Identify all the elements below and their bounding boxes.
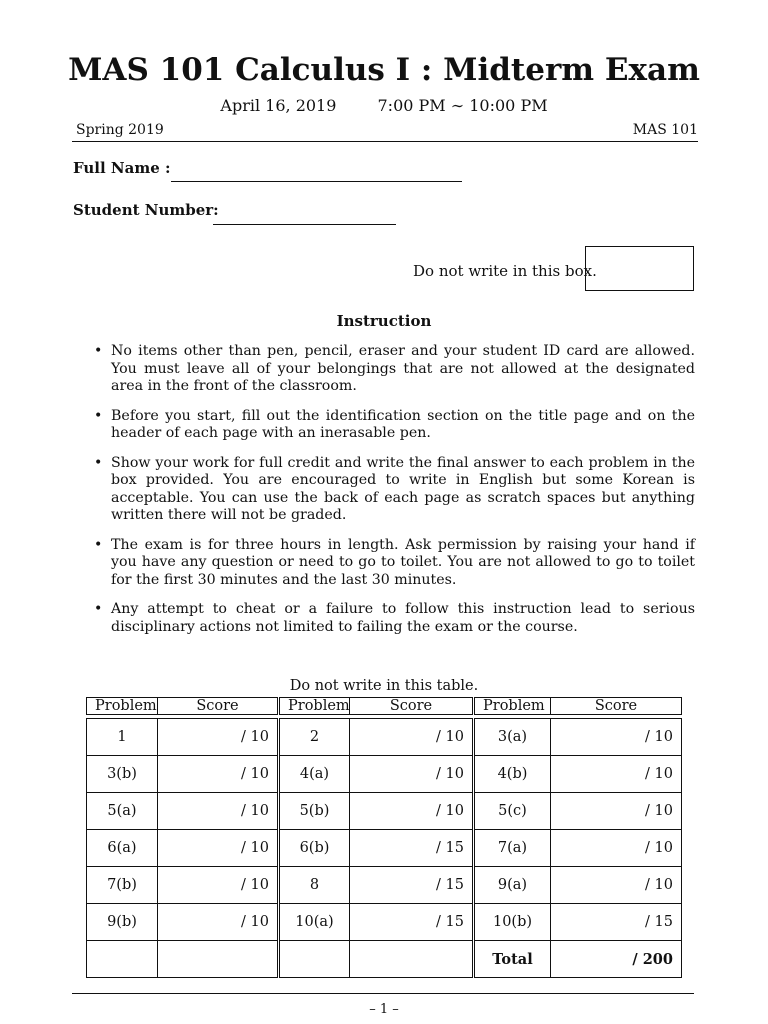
- instruction-text: The exam is for three hours in length. Ask permission by raising your hand if you have any question or need to go to toilet. You are not allowed to go to toilet for the first 30 minutes and the last 30 minutes.: [111, 536, 695, 588]
- problem-cell: 5(c): [474, 793, 551, 830]
- empty-cell: [158, 941, 279, 978]
- table-caption: Do not write in this table.: [289, 678, 479, 694]
- problem-cell: 4(b): [474, 756, 551, 793]
- score-cell: / 10: [551, 867, 682, 904]
- instruction-text: Any attempt to cheat or a failure to follow this instruction lead to serious disciplinary actions not limited to failing the exam or the course.: [111, 601, 695, 635]
- problem-cell: 8: [279, 867, 350, 904]
- instruction-list: [94, 343, 695, 648]
- problem-cell: 3(a): [474, 719, 551, 756]
- total-value: / 200: [551, 941, 682, 978]
- instruction-title: Instruction: [336, 312, 432, 330]
- problem-cell: 5(b): [279, 793, 350, 830]
- list-item: [94, 454, 695, 525]
- score-cell: / 10: [551, 756, 682, 793]
- empty-cell: [350, 941, 474, 978]
- table-row: [87, 904, 682, 941]
- score-cell: / 15: [350, 867, 474, 904]
- score-cell: / 10: [158, 756, 279, 793]
- score-cell: / 10: [551, 830, 682, 867]
- table-row: [87, 719, 682, 756]
- exam-date-time: [0, 96, 768, 115]
- list-item: [94, 601, 695, 636]
- full-name-label: Full Name :: [73, 159, 171, 177]
- score-cell: / 10: [158, 793, 279, 830]
- exam-time: 7:00 PM ∼ 10:00 PM: [377, 96, 548, 115]
- table-row: [87, 756, 682, 793]
- score-table: [86, 697, 682, 978]
- bullet-icon: •: [94, 601, 103, 617]
- problem-cell: 3(b): [87, 756, 158, 793]
- problem-cell: 5(a): [87, 793, 158, 830]
- score-cell: / 15: [350, 830, 474, 867]
- table-row: [87, 793, 682, 830]
- column-header: Problem: [87, 698, 158, 715]
- problem-cell: 7(b): [87, 867, 158, 904]
- full-name-line[interactable]: [171, 181, 462, 182]
- problem-cell: 6(a): [87, 830, 158, 867]
- column-header: Score: [551, 698, 682, 715]
- problem-cell: 2: [279, 719, 350, 756]
- total-label: Total: [474, 941, 551, 978]
- problem-cell: 6(b): [279, 830, 350, 867]
- grader-box: [585, 246, 694, 291]
- bullet-icon: •: [94, 407, 103, 424]
- score-cell: / 15: [350, 904, 474, 941]
- bullet-icon: •: [94, 454, 103, 471]
- problem-cell: 4(a): [279, 756, 350, 793]
- problem-cell: 1: [87, 719, 158, 756]
- header-term: Spring 2019: [76, 122, 164, 138]
- score-cell: / 10: [551, 719, 682, 756]
- score-cell: / 10: [158, 904, 279, 941]
- column-header: Problem: [474, 698, 551, 715]
- empty-cell: [279, 941, 350, 978]
- exam-title: MAS 101 Calculus I : Midterm Exam: [68, 52, 700, 88]
- bullet-icon: •: [94, 343, 103, 359]
- problem-cell: 10(a): [279, 904, 350, 941]
- total-row: [87, 941, 682, 978]
- exam-date: April 16, 2019: [220, 96, 337, 115]
- column-header: Score: [158, 698, 279, 715]
- score-cell: / 10: [158, 830, 279, 867]
- page-number: – 1 –: [369, 1002, 399, 1017]
- column-header: Problem: [279, 698, 350, 715]
- header-rule: [72, 141, 698, 142]
- score-cell: / 10: [350, 756, 474, 793]
- instruction-text: Before you start, fill out the identification section on the title page and on the header of each page with an inerasable pen.: [111, 407, 695, 441]
- score-cell: / 15: [551, 904, 682, 941]
- bullet-icon: •: [94, 536, 103, 553]
- score-cell: / 10: [350, 793, 474, 830]
- problem-cell: 10(b): [474, 904, 551, 941]
- table-header-row: [87, 698, 682, 715]
- column-header: Score: [350, 698, 474, 715]
- problem-cell: 7(a): [474, 830, 551, 867]
- score-cell: / 10: [158, 867, 279, 904]
- table-row: [87, 830, 682, 867]
- problem-cell: 9(b): [87, 904, 158, 941]
- empty-cell: [87, 941, 158, 978]
- score-cell: / 10: [350, 719, 474, 756]
- instruction-text: No items other than pen, pencil, eraser and your student ID card are allowed. You must leave all of your belongings that are not allowed at the designated area in the front of the classroom.: [111, 343, 695, 394]
- list-item: [94, 407, 695, 443]
- footer-rule: [72, 993, 694, 994]
- score-cell: / 10: [158, 719, 279, 756]
- table-row: [87, 867, 682, 904]
- problem-cell: 9(a): [474, 867, 551, 904]
- box-label: Do not write in this box.: [413, 262, 597, 280]
- header-course: MAS 101: [632, 122, 698, 138]
- list-item: [94, 536, 695, 590]
- student-number-line[interactable]: [213, 224, 396, 225]
- list-item: [94, 343, 695, 396]
- score-cell: / 10: [551, 793, 682, 830]
- instruction-text: Show your work for full credit and write the final answer to each problem in the box provided. You are encouraged to write in English but some Korean is acceptable. You can use the back of each page as scratch spaces but anything written there will not be graded.: [111, 454, 695, 523]
- student-number-label: Student Number:: [73, 201, 219, 219]
